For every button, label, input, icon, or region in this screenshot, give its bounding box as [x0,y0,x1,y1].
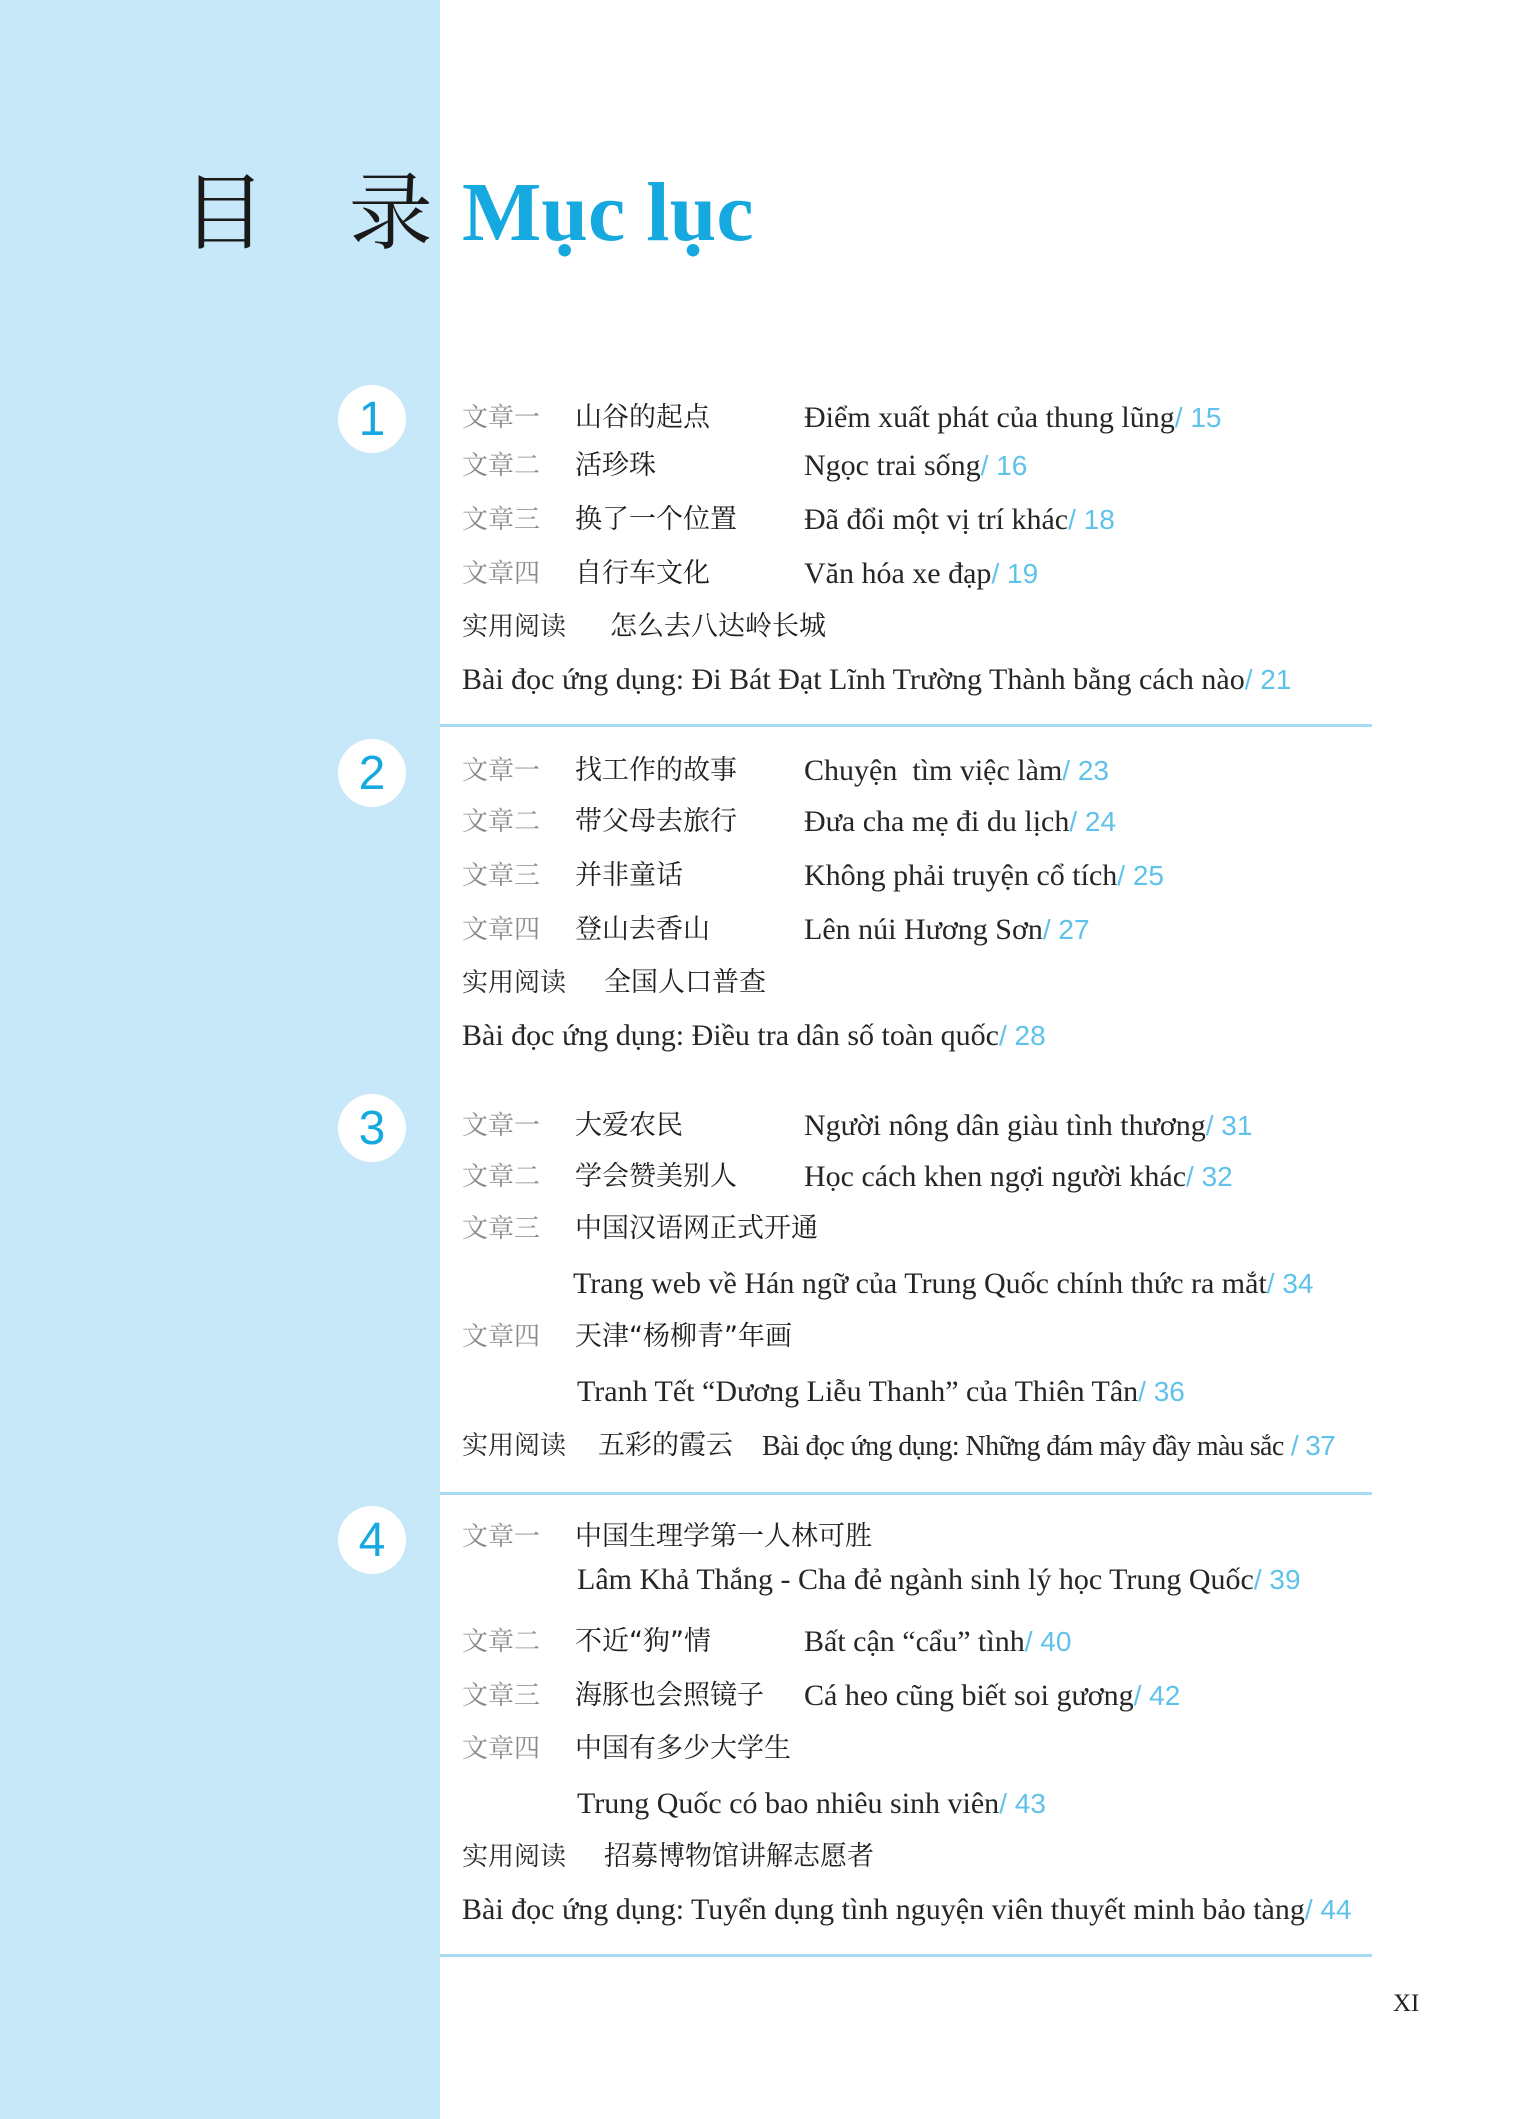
section-divider [440,1954,1372,1957]
entry-vietnamese-title: Bài đọc ứng dụng: Tuyển dụng tình nguyện viên thuyết minh bảo tàng/ 44 [462,1893,1352,1926]
entry-chinese-title: 中国汉语网正式开通 [575,1213,818,1244]
section-divider [440,1492,1372,1495]
entry-chinese-title: 怎么去八达岭长城 [610,611,826,642]
entry-chinese-title: 天津“杨柳青”年画 [575,1321,792,1352]
entry-chinese-title: 不近“狗”情 [575,1626,711,1657]
entry-chinese-title: 全国人口普查 [604,967,766,998]
entry-vietnamese-title: Chuyện tìm việc làm/ 23 [804,754,1109,787]
entry-chinese-title: 海豚也会照镜子 [575,1680,764,1711]
entry-chinese-title: 中国有多少大学生 [575,1733,791,1764]
entry-label: 文章四 [462,1734,541,1764]
page-ref: / 42 [1133,1680,1181,1711]
entry-vietnamese-title: Lâm Khả Thắng - Cha đẻ ngành sinh lý học Trung Quốc/ 39 [577,1563,1301,1596]
page-ref: / 37 [1283,1430,1336,1461]
unit-number-badge: 4 [338,1506,406,1574]
entry-vietnamese-title: Ngọc trai sống/ 16 [804,449,1028,482]
entry-chinese-title: 山谷的起点 [575,402,710,433]
page-number: XI [1393,1990,1420,2017]
page-ref: / 21 [1244,664,1292,695]
entry-chinese-title: 大爱农民 [575,1110,683,1141]
page-ref: / 19 [991,558,1039,589]
entry-chinese-title: 中国生理学第一人林可胜 [575,1521,872,1552]
entry-vietnamese-title: Cá heo cũng biết soi gương/ 42 [804,1679,1181,1712]
entry-label: 文章二 [462,451,541,481]
entry-vietnamese-title: Bất cận “cẩu” tình/ 40 [804,1625,1072,1658]
entry-label: 实用阅读 [462,612,567,642]
page-ref: / 16 [980,450,1028,481]
entry-chinese-title: 找工作的故事 [575,755,737,786]
unit-number-badge: 2 [338,739,406,807]
entry-label: 文章四 [462,559,541,589]
side-panel [0,0,440,2119]
entry-label: 文章一 [462,756,541,786]
entry-label: 文章三 [462,1681,541,1711]
entry-chinese-title: 登山去香山 [575,914,710,945]
entry-label: 文章二 [462,1627,541,1657]
entry-vietnamese-title: Người nông dân giàu tình thương/ 31 [804,1109,1253,1142]
entry-chinese-title: 五彩的霞云 [598,1430,733,1461]
section-divider [440,724,1372,727]
page-ref: / 34 [1266,1268,1314,1299]
entry-label: 文章三 [462,505,541,535]
page-ref: / 31 [1205,1110,1253,1141]
entry-label: 文章四 [462,915,541,945]
entry-chinese-title: 带父母去旅行 [575,806,737,837]
entry-label: 实用阅读 [462,968,567,998]
page-ref: / 36 [1138,1376,1185,1407]
page-ref: / 32 [1186,1161,1233,1192]
page-ref: / 24 [1069,806,1117,837]
page-ref: / 25 [1117,860,1164,891]
page-title-chinese: 目 录 [182,164,461,262]
entry-chinese-title: 自行车文化 [575,558,710,589]
entry-chinese-title: 招募博物馆讲解志愿者 [604,1841,874,1872]
entry-vietnamese-title: Tranh Tết “Dương Liễu Thanh” của Thiên Tân/ 36 [577,1375,1185,1408]
entry-label: 文章一 [462,1111,541,1141]
entry-chinese-title: 换了一个位置 [575,504,737,535]
page-ref: / 43 [999,1788,1046,1819]
entry-label: 文章二 [462,807,541,837]
page-ref: / 15 [1174,402,1222,433]
entry-vietnamese-title: Trang web về Hán ngữ của Trung Quốc chính thức ra mắt/ 34 [573,1267,1314,1300]
entry-vietnamese-title: Đưa cha mẹ đi du lịch/ 24 [804,805,1117,838]
page-ref: / 27 [1042,914,1090,945]
entry-vietnamese-title: Trung Quốc có bao nhiêu sinh viên/ 43 [577,1787,1046,1820]
page-ref: / 23 [1062,755,1109,786]
entry-vietnamese-title: Điểm xuất phát của thung lũng/ 15 [804,401,1222,434]
entry-chinese-title: 活珍珠 [575,450,656,481]
entry-vietnamese-title: Lên núi Hương Sơn/ 27 [804,913,1090,946]
entry-label: 文章三 [462,1214,541,1244]
entry-chinese-title: 学会赞美别人 [575,1161,737,1192]
page-ref: / 18 [1068,504,1115,535]
entry-vietnamese-title: Đã đổi một vị trí khác/ 18 [804,503,1115,536]
entry-label: 文章二 [462,1162,541,1192]
page-title-vietnamese: Mục lục [462,166,754,259]
page-ref: / 39 [1253,1564,1301,1595]
unit-number-badge: 3 [338,1094,406,1162]
page-ref: / 40 [1024,1626,1072,1657]
entry-label: 实用阅读 [462,1431,567,1461]
entry-vietnamese-title: Bài đọc ứng dụng: Những đám mây đầy màu sắc / 37 [762,1430,1336,1462]
entry-label: 文章四 [462,1322,541,1352]
entry-label: 文章一 [462,1522,541,1552]
entry-label: 文章三 [462,861,541,891]
entry-vietnamese-title: Học cách khen ngợi người khác/ 32 [804,1160,1233,1193]
entry-label: 文章一 [462,403,541,433]
entry-vietnamese-title: Không phải truyện cổ tích/ 25 [804,859,1164,892]
page-ref: / 28 [998,1020,1046,1051]
page-ref: / 44 [1304,1894,1352,1925]
entry-label: 实用阅读 [462,1842,567,1872]
entry-vietnamese-title: Văn hóa xe đạp/ 19 [804,557,1039,590]
entry-vietnamese-title: Bài đọc ứng dụng: Đi Bát Đạt Lĩnh Trường Thành bằng cách nào/ 21 [462,663,1292,696]
entry-chinese-title: 并非童话 [575,860,683,891]
unit-number-badge: 1 [338,385,406,453]
entry-vietnamese-title: Bài đọc ứng dụng: Điều tra dân số toàn quốc/ 28 [462,1019,1046,1052]
